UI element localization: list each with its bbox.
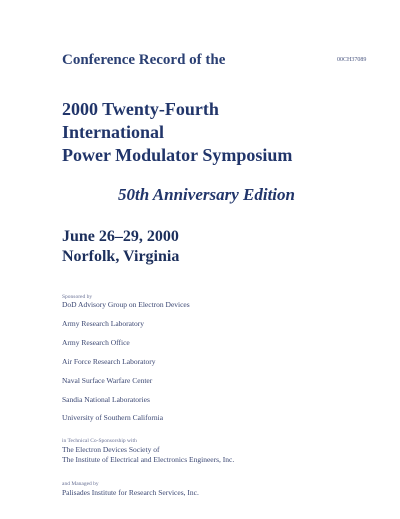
sponsor-item: Naval Surface Warfare Center bbox=[62, 376, 153, 385]
management-heading: and Managed by bbox=[62, 481, 99, 487]
title-line-1: 2000 Twenty-Fourth bbox=[62, 99, 219, 119]
event-details bbox=[62, 227, 179, 267]
sponsor-item: Army Research Laboratory bbox=[62, 319, 145, 328]
event-dates: June 26–29, 2000 bbox=[62, 228, 179, 245]
sponsors-heading: Sponsored by bbox=[62, 294, 93, 300]
title-line-3: Power Modulator Symposium bbox=[62, 145, 293, 165]
event-location: Norfolk, Virginia bbox=[62, 248, 180, 265]
cosponsorship-heading: in Technical Co-Sponsorship with bbox=[62, 438, 137, 444]
cosponsor-line-2: The Institute of Electrical and Electronics Engineers, Inc. bbox=[62, 455, 235, 464]
management-organization: Palisades Institute for Research Services, Inc. bbox=[62, 488, 199, 497]
symposium-title bbox=[62, 98, 292, 167]
sponsor-item: Sandia National Laboratories bbox=[62, 395, 150, 404]
anniversary-edition: 50th Anniversary Edition bbox=[118, 185, 295, 204]
catalog-number: 00CH37089 bbox=[337, 57, 367, 63]
sponsor-item: University of Southern California bbox=[62, 413, 164, 422]
sponsor-item: Air Force Research Laboratory bbox=[62, 357, 156, 366]
sponsor-item: DoD Advisory Group on Electron Devices bbox=[62, 300, 190, 309]
conference-record-heading: Conference Record of the bbox=[62, 52, 226, 68]
cosponsor-line-1: The Electron Devices Society of bbox=[62, 445, 160, 454]
sponsor-item: Army Research Office bbox=[62, 338, 130, 347]
title-line-2: International bbox=[62, 122, 165, 142]
